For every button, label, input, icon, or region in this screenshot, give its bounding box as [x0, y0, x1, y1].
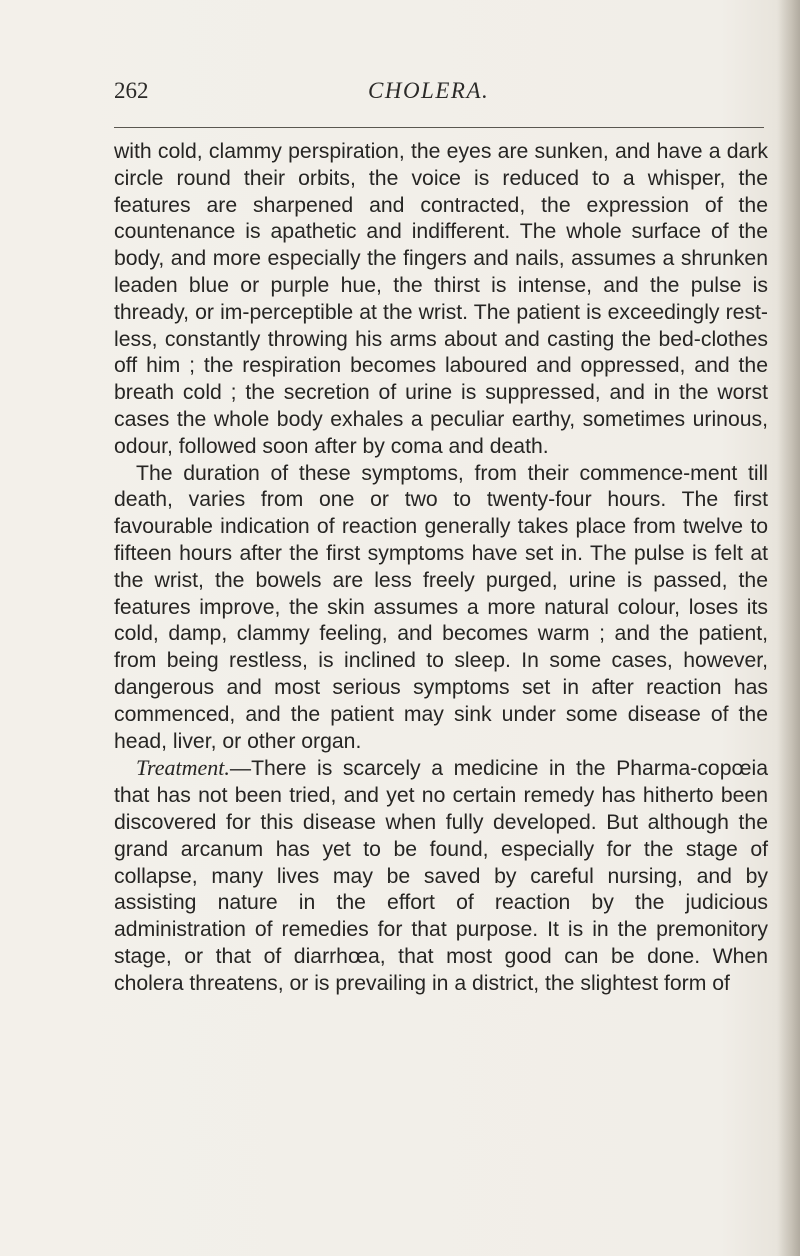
paragraph-treatment [114, 755, 768, 997]
body-text [114, 139, 768, 998]
header-rule [114, 127, 764, 128]
page-number: 262 [114, 78, 149, 103]
page-header [114, 78, 764, 114]
paragraph-duration: The duration of these symptoms, from their commence-ment till death, varies from one or two to twenty-four hours. The first favourable indication of reaction generally takes place from twelve to fifteen hours after the first symptoms have set in. The pulse is felt at the wrist, the bowels are less freely purged, urine is passed, the features improve, the skin assumes a more natural colour, loses its cold, damp, clammy feeling, and becomes warm ; and the patient, from being restless, is inclined to sleep. In some cases, however, dangerous and most serious symptoms set in after reaction has commenced, and the patient may sink under some disease of the head, liver, or other organ. [114, 461, 768, 753]
running-head: CHOLERA. [368, 78, 490, 103]
page-edge-shadow [778, 0, 800, 1256]
treatment-heading: Treatment. [136, 755, 230, 781]
treatment-text: —There is scarcely a medicine in the Pharma-copœia that has not been tried, and yet no certain remedy has hitherto been discovered for this disease when fully developed. But although the grand arcanum has yet to be found, especially for the stage of collapse, many lives may be saved by careful nursing, and by assisting nature in the effort of reaction by the judicious administration of remedies for that purpose. It is in the premonitory stage, or that of diarrhœa, that most good can be done. When cholera threatens, or is prevailing in a district, the slightest form of [114, 757, 768, 995]
paragraph-continuation: with cold, clammy perspiration, the eyes are sunken, and have a dark circle round their orbits, the voice is reduced to a whisper, the features are sharpened and contracted, the expression of the countenance is apathetic and indifferent. The whole surface of the body, and more especially the fingers and nails, assumes a shrunken leaden blue or purple hue, the thirst is intense, and the pulse is thready, or im-perceptible at the wrist. The patient is exceedingly rest-less, constantly throwing his arms about and casting the bed-clothes off him ; the respiration becomes laboured and oppressed, and the breath cold ; the secretion of urine is suppressed, and in the worst cases the whole body exhales a peculiar earthy, sometimes urinous, odour, followed soon after by coma and death. [114, 140, 768, 458]
